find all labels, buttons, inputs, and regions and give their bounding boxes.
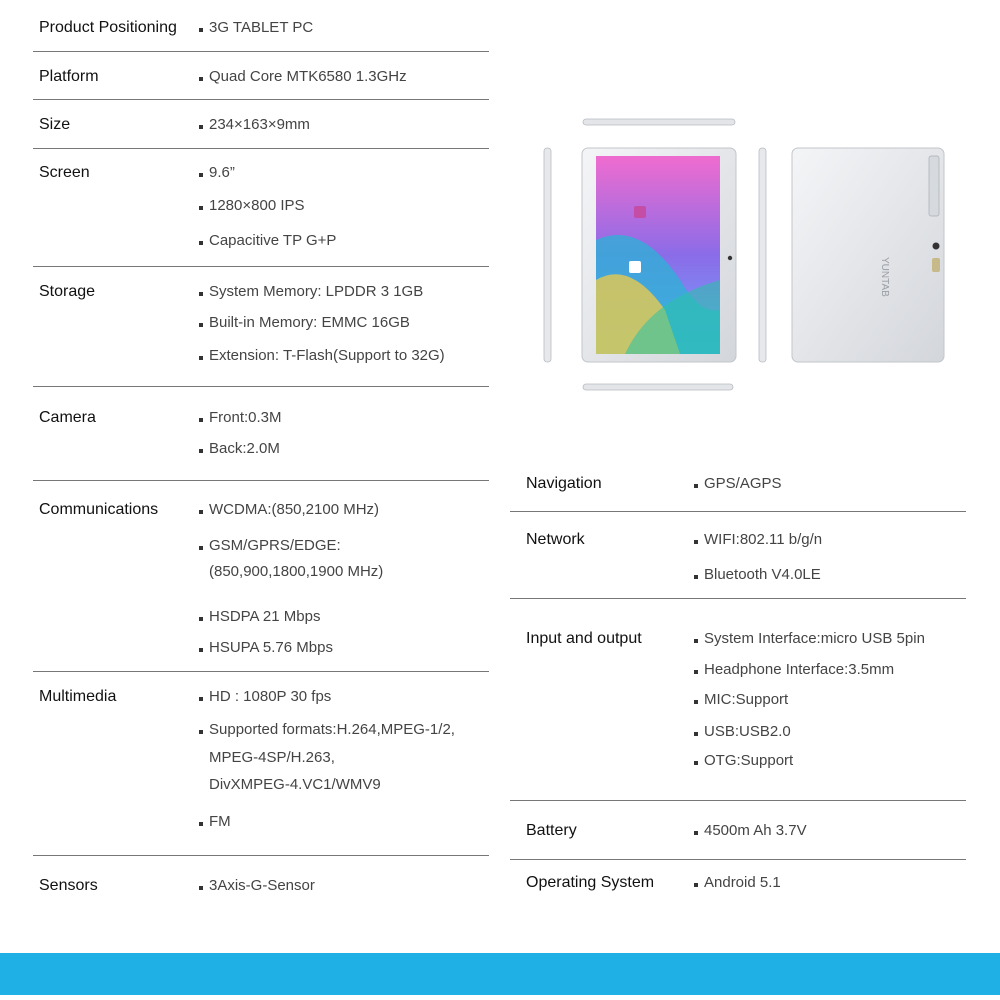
spec-label-operating-system: Operating System [526,874,655,891]
bullet-icon [199,206,203,210]
spec-label-screen: Screen [39,164,90,181]
spec-value: 9.6” [209,164,235,181]
bullet-icon [694,540,698,544]
bullet-icon [199,730,203,734]
tablet-top-edge [583,119,735,125]
bullet-icon [199,241,203,245]
spec-value: DivXMPEG-4.VC1/WMV9 [209,776,381,793]
spec-label-product-positioning: Product Positioning [39,19,177,36]
spec-label-storage: Storage [39,283,96,300]
spec-value: Headphone Interface:3.5mm [704,661,895,678]
bullet-icon [199,822,203,826]
bullet-icon [199,28,203,32]
bullet-icon [694,639,698,643]
bullet-icon [694,700,698,704]
divider [33,386,489,387]
bullet-icon [694,575,698,579]
tablet-left-side [544,148,551,362]
bullet-icon [199,292,203,296]
spec-value: Supported formats:H.264,MPEG-1/2, [209,721,455,738]
spec-label-platform: Platform [39,68,99,85]
spec-label-communications: Communications [39,501,159,518]
footer-accent-bar [0,953,1000,995]
bullet-icon [199,356,203,360]
spec-value: HSDPA 21 Mbps [209,608,321,625]
divider [510,511,966,512]
spec-value: 234×163×9mm [209,116,310,133]
bullet-icon [694,732,698,736]
spec-value: OTG:Support [704,752,794,769]
bullet-icon [199,697,203,701]
brand-logo: YUNTAB [879,257,890,297]
spec-value: Capacitive TP G+P [209,232,337,249]
spec-label-network: Network [526,531,585,548]
spec-value: HD : 1080P 30 fps [209,688,332,705]
spec-value: MIC:Support [704,691,789,708]
tablet-right-side [759,148,766,362]
bullet-icon [694,761,698,765]
spec-value: Front:0.3M [209,409,282,426]
divider [33,855,489,856]
spec-label-sensors: Sensors [39,877,98,894]
spec-value: WIFI:802.11 b/g/n [704,531,823,548]
bullet-icon [694,670,698,674]
spec-value: Extension: T-Flash(Support to 32G) [209,347,445,364]
spec-value: Back:2.0M [209,440,280,457]
bullet-icon [199,617,203,621]
spec-value: 4500m Ah 3.7V [704,822,807,839]
spec-label-battery: Battery [526,822,577,839]
bullet-icon [199,510,203,514]
bullet-icon [199,418,203,422]
bullet-icon [199,173,203,177]
divider [33,148,489,149]
bullet-icon [199,449,203,453]
spec-value: FM [209,813,231,830]
divider [33,99,489,100]
spec-label-size: Size [39,116,71,133]
bullet-icon [694,831,698,835]
bullet-icon [694,484,698,488]
divider [33,266,489,267]
bullet-icon [199,546,203,550]
divider [510,800,966,801]
tablet-bottom-edge [583,384,733,390]
spec-label-navigation: Navigation [526,475,602,492]
divider [33,480,489,481]
spec-value: Bluetooth V4.0LE [704,566,821,583]
spec-value: WCDMA:(850,2100 MHz) [209,501,380,518]
bullet-icon [199,648,203,652]
spec-value: GPS/AGPS [704,475,782,492]
spec-value: System Interface:micro USB 5pin [704,630,925,647]
tablet-back [792,148,944,362]
spec-value: 3G TABLET PC [209,19,314,36]
spec-value: System Memory: LPDDR 3 1GB [209,283,424,300]
spec-value: HSUPA 5.76 Mbps [209,639,333,656]
tablet-product-illustration [530,110,970,400]
spec-value: Android 5.1 [704,874,781,891]
bullet-icon [199,125,203,129]
spec-value: 3Axis-G-Sensor [209,877,315,894]
spec-value: GSM/GPRS/EDGE: [209,537,341,554]
spec-value: MPEG-4SP/H.263, [209,749,335,766]
spec-value: (850,900,1800,1900 MHz) [209,563,384,580]
divider [510,598,966,599]
bullet-icon [199,323,203,327]
spec-value: Quad Core MTK6580 1.3GHz [209,68,407,85]
bullet-icon [199,77,203,81]
spec-label-multimedia: Multimedia [39,688,117,705]
divider [33,671,489,672]
bullet-icon [199,886,203,890]
bullet-icon [694,883,698,887]
spec-value: USB:USB2.0 [704,723,791,740]
divider [510,859,966,860]
spec-label-camera: Camera [39,409,96,426]
spec-value: 1280×800 IPS [209,197,305,214]
divider [33,51,489,52]
spec-label-input-output: Input and output [526,630,642,647]
spec-value: Built-in Memory: EMMC 16GB [209,314,410,331]
